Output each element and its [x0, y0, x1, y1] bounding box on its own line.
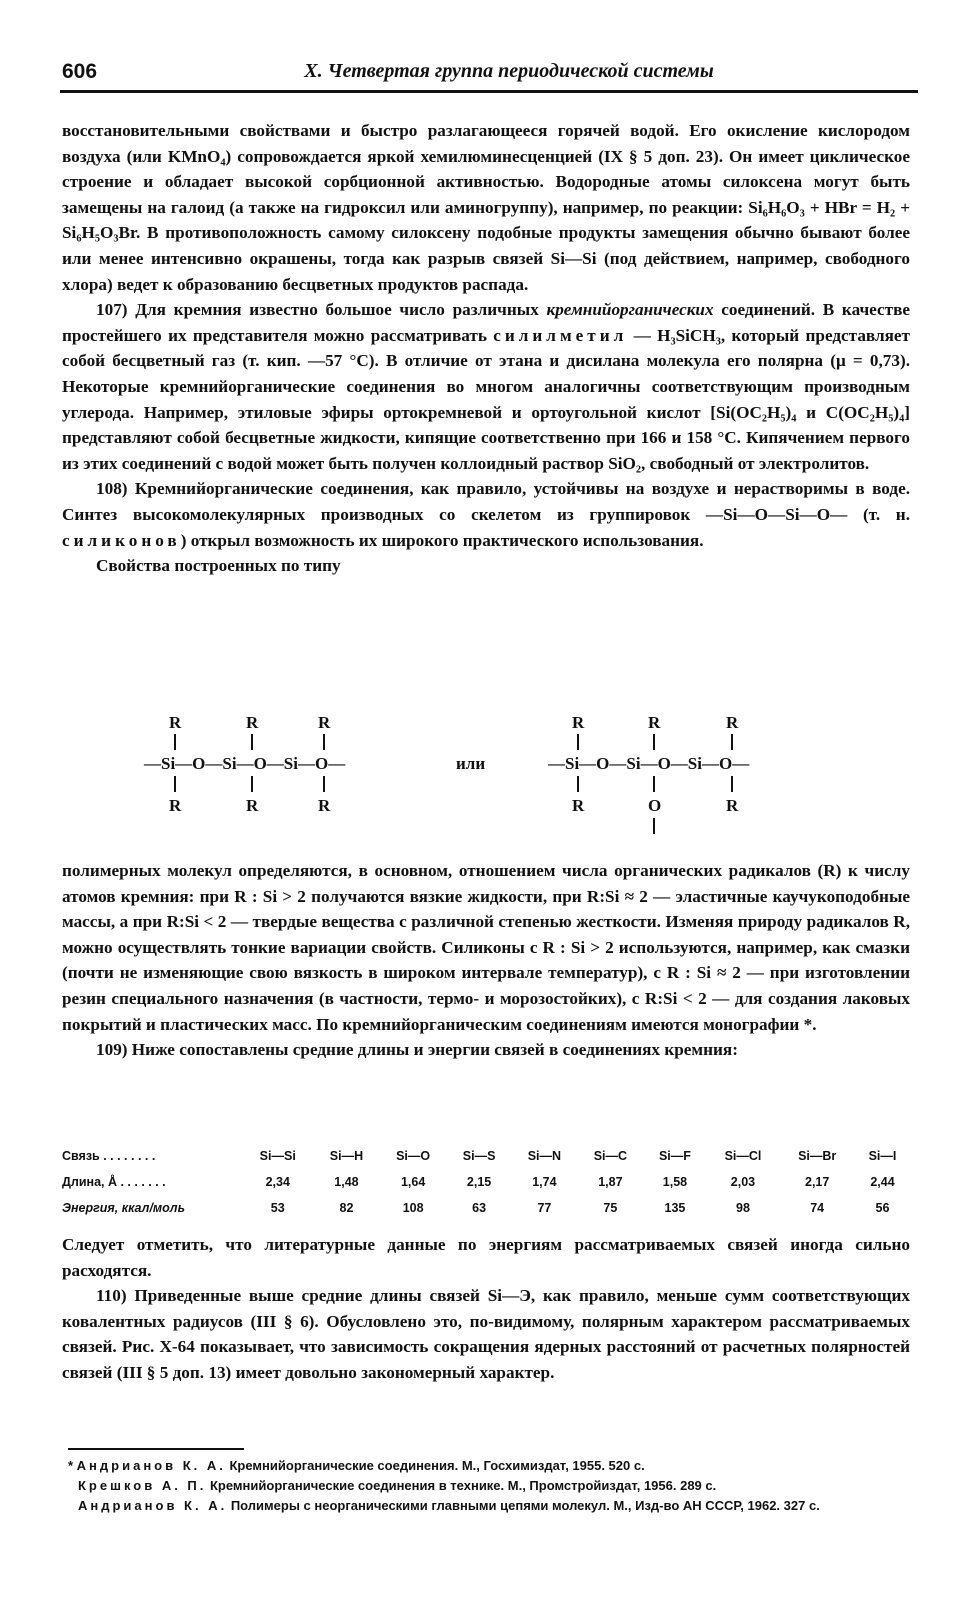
running-header — [60, 56, 918, 93]
energy-cell: 77 — [537, 1201, 552, 1215]
length-cell: 1,74 — [532, 1175, 557, 1189]
siloxane-structure-formulas — [62, 700, 910, 860]
radical-top-2: R — [246, 713, 259, 732]
paragraph-structure-intro: Свойства построенных по типу — [96, 556, 341, 576]
text-block-bottom — [62, 1232, 910, 1386]
length-cell: 1,64 — [400, 1175, 426, 1189]
paragraph-110: 110) Приведенные выше средние длины связей Si—Э, как правило, меньше сумм соответствующих ковалентных радиусов (III § 6). Обусловлено это, по-видимому, полярным характером рассматриваемых связей. Рис. X-64 показывает, что зависимость сокращения ядерных расстояний от расчетных полярностей связей (III § 5 доп. 13) имеет довольно закономерный характер. — [62, 1286, 910, 1382]
row-label-bond: Связь . . . . . . . . — [62, 1149, 156, 1163]
footnotes — [68, 1456, 908, 1516]
footnote-3: Андрианов К. А. Полимеры с неорганическими главными цепями молекул. М., Изд-во АН СССР, 1962. 327 с. — [78, 1498, 820, 1513]
energy-cell: 75 — [603, 1201, 618, 1215]
text-block-middle — [62, 858, 910, 1063]
length-cell: 2,34 — [265, 1175, 290, 1189]
table-row-energies — [62, 1195, 910, 1221]
energy-cell: 63 — [472, 1201, 487, 1215]
or-word: или — [456, 754, 486, 773]
bond-cell: Si—Si — [259, 1149, 296, 1163]
radical-bottom-6: R — [726, 796, 739, 815]
oxygen-bridge: O — [648, 796, 662, 815]
table-row-lengths — [62, 1169, 910, 1195]
length-cell: 2,44 — [870, 1175, 895, 1189]
length-cell: 2,17 — [805, 1175, 830, 1189]
paragraph-108: 108) Кремнийорганические соединения, как правило, устойчивы на воздухе и нерастворимы в воде. Синтез высокомолекулярных производных со скелетом из группировок —Si—O—Si—O— (т. н. силиконов) открыл возможность их широкого практического использования. — [62, 479, 910, 550]
energy-cell: 56 — [875, 1201, 890, 1215]
radical-top-4: R — [572, 713, 585, 732]
bond-cell: Si—C — [593, 1149, 628, 1163]
bond-cell: Si—O — [396, 1149, 431, 1163]
length-cell: 1,58 — [662, 1175, 688, 1189]
chapter-title: X. Четвертая группа периодической системы — [304, 60, 714, 82]
radical-top-6: R — [726, 713, 739, 732]
radical-top-5: R — [648, 713, 661, 732]
energy-cell: 108 — [402, 1201, 424, 1215]
energy-cell: 98 — [736, 1201, 750, 1215]
length-cell: 2,15 — [466, 1175, 492, 1189]
energy-cell: 135 — [664, 1201, 686, 1215]
chain-right: —Si—O—Si—O—Si—O— — [548, 754, 750, 773]
length-cell: 1,48 — [334, 1175, 359, 1189]
energy-cell: 53 — [270, 1201, 285, 1215]
paragraph-109: 109) Ниже сопоставлены средние длины и энергии связей в соединениях кремния: — [96, 1040, 738, 1060]
bond-cell: Si—Br — [798, 1149, 837, 1163]
footnote-divider — [68, 1448, 244, 1450]
paragraph-note: Следует отметить, что литературные данные по энергиям рассматриваемых связей иногда сильно расходятся. — [62, 1235, 910, 1280]
text-block-top — [62, 118, 910, 579]
radical-bottom-4: R — [572, 796, 585, 815]
table-row-bonds — [62, 1143, 910, 1169]
bond-data-table — [62, 1143, 910, 1221]
bond-cell: Si—N — [527, 1149, 562, 1163]
radical-bottom-2: R — [246, 796, 259, 815]
structure-diagram — [62, 700, 910, 860]
page-number: 606 — [62, 60, 98, 83]
bond-cell: Si—F — [658, 1149, 691, 1163]
bond-cell: Si—Cl — [724, 1149, 762, 1163]
bond-cell: Si—H — [329, 1149, 364, 1163]
row-label-length: Длина, Å . . . . . . . — [62, 1175, 166, 1189]
chain-left: —Si—O—Si—O—Si—O— — [144, 754, 346, 773]
footnote-1: * Андрианов К. А. Кремнийорганические соединения. М., Госхимиздат, 1955. 520 с. — [68, 1458, 645, 1473]
energy-cell: 82 — [339, 1201, 354, 1215]
radical-bottom-1: R — [169, 796, 182, 815]
footnote-2: Крешков А. П. Кремнийорганические соединения в технике. М., Промстройиздат, 1956. 289 с. — [78, 1478, 717, 1493]
length-cell: 2,03 — [730, 1175, 756, 1189]
bond-cell: Si—S — [462, 1149, 496, 1163]
length-cell: 1,87 — [598, 1175, 623, 1189]
radical-top-1: R — [169, 713, 182, 732]
paragraph-continuation: восстановительными свойствами и быстро разлагающееся горячей водой. Его окисление кислородом воздуха (или KMnO₄) сопровождается яркой хемилюминесценцией (IX § 5 доп. 23). Он имеет циклическое строение и обладает высокой сорбционной активностью. Водородные атомы силоксена могут быть замещены на галоид (а также на гидроксил или аминогруппу), например, по реакции: Si₆H₆O₃ + HBr = H₂ + Si₆H₅O₃Br. В противоположность самому силоксену подобные продукты замещения обычно бывают более или менее интенсивно окрашены, тогда как разрыв связей Si—Si (под действием, например, свободного хлора) ведет к образованию бесцветных продуктов распада. — [62, 121, 910, 294]
energy-cell: 74 — [810, 1201, 825, 1215]
paragraph-polymer-properties: полимерных молекул определяются, в основном, отношением числа органических радикалов (R) к числу атомов кремния: при R : Si > 2 получаются вязкие жидкости, при R:Si ≈ 2 — эластичные каучукоподобные массы, а при R:Si < 2 — твердые вещества с различной степенью жесткости. Изменяя природу радикалов R, можно осуществлять тонкие вариации свойств. Силиконы с R : Si > 2 используются, например, как смазки (почти не изменяющие свою вязкость в широком интервале температур), с R : Si ≈ 2 — при изготовлении резин специального назначения (в частности, термо- и морозостойких), с R:Si < 2 — для создания лаковых покрытий и пластических масс. По кремнийорганическим соединениям имеются монографии *. — [62, 861, 910, 1034]
row-label-energy: Энергия, ккал/моль — [62, 1201, 185, 1215]
radical-top-3: R — [318, 713, 331, 732]
radical-bottom-3: R — [318, 796, 331, 815]
bond-cell: Si—I — [868, 1149, 897, 1163]
paragraph-107: 107) Для кремния известно большое число различных кремнийорганических соединений. В качестве простейшего их представителя можно рассматривать силилметил — H₃SiCH₃, который представляет собой бесцветный газ (т. кип. —57 °С). В отличие от этана и дисилана молекула его полярна (μ = 0,73). Некоторые кремнийорганические соединения во многом аналогичны соответствующим производным углерода. Например, этиловые эфиры ортокремневой и ортоугольной кислот [Si(OC₂H₅)₄ и C(OC₂H₅)₄] представляют собой бесцветные жидкости, кипящие соответственно при 166 и 158 °С. Кипячением первого из этих соединений с водой может быть получен коллоидный раствор SiO₂, свободный от электролитов. — [62, 300, 910, 473]
